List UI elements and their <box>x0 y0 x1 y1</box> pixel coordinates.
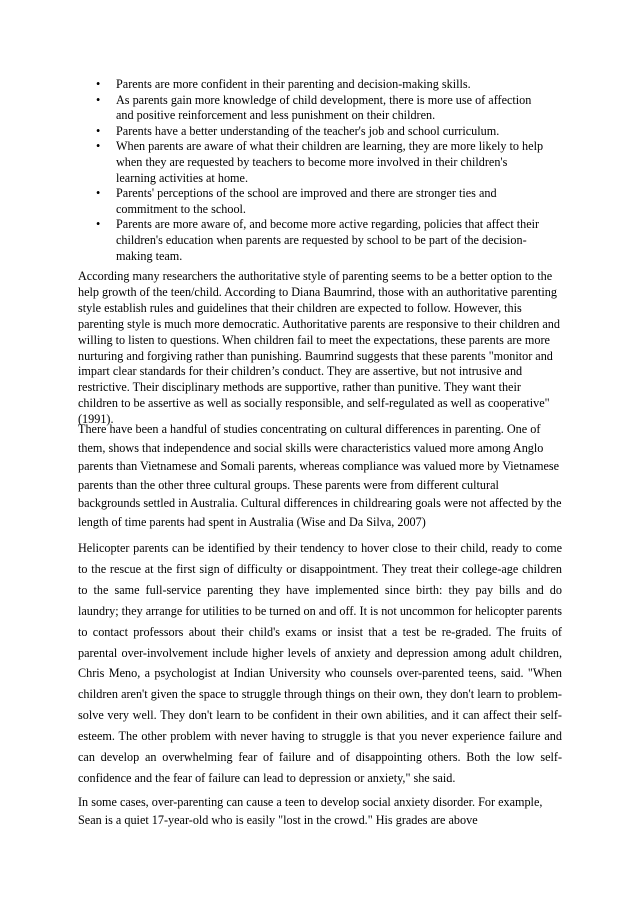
bullet-text: Parents are more confident in their parenting and decision-making skills. <box>116 77 471 91</box>
bullet-icon: • <box>96 186 101 201</box>
list-item <box>96 217 544 264</box>
authoritative-parenting-paragraph: According many researchers the authoritative style of parenting seems to be a better option to the help growth of the teen/child. According to Diana Baumrind, those with an authoritative parenting style establish rules and guidelines that their children are expected to follow. However, this parenting style is much more democratic. Authoritative parents are responsive to their children and willing to listen to questions. When children fail to meet the expectations, these parents are more nurturing and forgiving rather than punishing. Baumrind suggests that these parents "monitor and impart clear standards for their children’s conduct. They are assertive, but not intrusive and restrictive. Their disciplinary methods are supportive, rather than punitive. They want their children to be assertive as well as socially responsible, and self-regulated as well as cooperative" (1991). <box>78 269 560 427</box>
bullet-icon: • <box>96 217 101 232</box>
bullet-icon: • <box>96 139 101 154</box>
cultural-differences-paragraph: There have been a handful of studies concentrating on cultural differences in parenting. One of them, shows that independence and social skills were characteristics valued more among Anglo parents than Vietnamese and Somali parents, whereas compliance was valued more by Vietnamese parents than the other three cultural groups. These parents were from different cultural backgrounds settled in Australia. Cultural differences in childrearing goals were not affected by the length of time parents had spent in Australia (Wise and Da Silva, 2007) <box>78 422 562 529</box>
bullet-text: Parents' perceptions of the school are improved and there are stronger ties and commitment to the school. <box>116 186 497 216</box>
bullet-text: As parents gain more knowledge of child development, there is more use of affection and positive reinforcement and less punishment on their children. <box>116 92 532 123</box>
helicopter-parents-paragraph: Helicopter parents can be identified by their tendency to hover close to their child, ready to come to the rescue at the first sign of difficulty or disappointment. They treat their college-age children to the same full-service parenting they have implemented since birth: they pay bills and do laundry; they arrange for utilities to be turned on and off. It is not uncommon for helicopter parents to contact professors about their child's exams or insist that a test be re-graded. The fruits of parental over-involvement include higher levels of anxiety and depression among adult children, Chris Meno, a psychologist at Indian University who counsels over-parented teens, said. "When children aren't given the space to struggle through things on their own, they don't learn to problem-solve very well. They don't learn to be confident in their own abilities, and it can affect their self-esteem. The other problem with never having to struggle is that you never experience failure and can develop an overwhelming fear of failure and of disappointing others. Both the low self-confidence and the fear of failure can lead to depression or anxiety," she said. <box>78 541 562 785</box>
bullet-text: When parents are aware of what their children are learning, they are more likely to help when they are requested by teachers to become more involved in their children's learning activities at home. <box>116 139 544 185</box>
list-item <box>96 93 544 124</box>
benefits-bullet-list <box>96 77 544 264</box>
bullet-icon: • <box>96 123 101 138</box>
bullet-icon: • <box>96 92 101 107</box>
bullet-icon: • <box>96 77 101 91</box>
list-item <box>96 139 544 186</box>
social-anxiety-paragraph: In some cases, over-parenting can cause a teen to develop social anxiety disorder. For example, Sean is a quiet 17-year-old who is easily "lost in the crowd." His grades are above <box>78 795 543 827</box>
bullet-text: Parents have a better understanding of the teacher's job and school curriculum. <box>116 123 500 138</box>
bullet-text: Parents are more aware of, and become more active regarding, policies that affect their children's education when parents are requested by school to be part of the decision-making team. <box>116 217 540 263</box>
list-item <box>96 124 544 140</box>
list-item <box>96 77 544 93</box>
list-item <box>96 186 544 217</box>
